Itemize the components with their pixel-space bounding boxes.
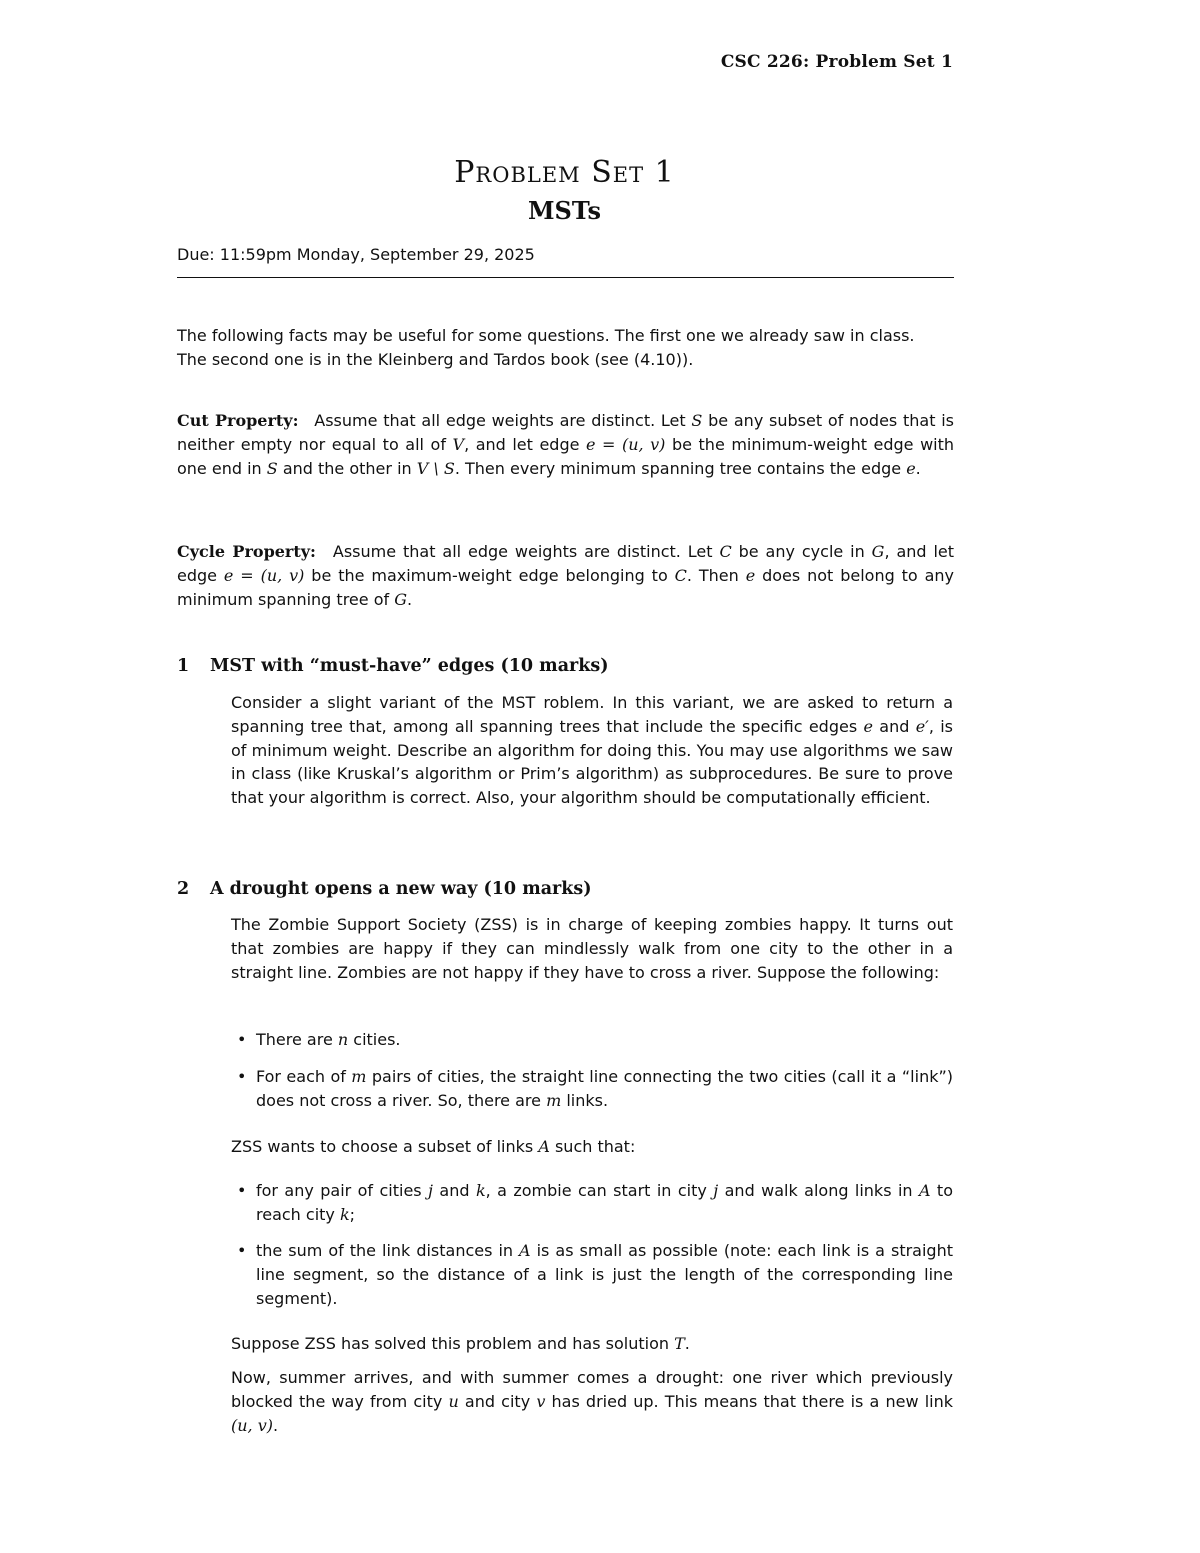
section-1-heading — [177, 656, 609, 676]
math: A — [918, 1181, 931, 1200]
section-1-title: MST with “must-have” edges (10 marks) — [210, 656, 609, 676]
math: e = (u, v) — [586, 434, 666, 454]
math: V — [452, 434, 465, 454]
text: Now, summer arrives, and with summer comes a drought: one river which previously blocked the way from city — [231, 1368, 953, 1411]
section-2-title: A drought opens a new way (10 marks) — [210, 879, 592, 899]
math: e — [863, 716, 873, 736]
text: , and let edge — [464, 434, 586, 454]
text: Consider a slight variant of the MST roblem. In this variant, we are asked to return a spanning tree that, among all spanning trees that include the specific edges — [231, 693, 953, 736]
math: C — [719, 542, 732, 561]
text: cities. — [348, 1030, 401, 1049]
intro-paragraph — [177, 324, 954, 372]
text: pairs of cities, the straight line connecting the two cities (call it a “link”) does not cross a river. So, there are — [256, 1067, 954, 1110]
section-2-para-4 — [231, 1366, 953, 1437]
text: ZSS wants to choose a subset of links — [231, 1137, 539, 1156]
text: . — [915, 458, 921, 478]
text: and — [872, 716, 916, 736]
text: be the minimum-weight edge with one end in — [177, 434, 955, 478]
text: links. — [561, 1090, 609, 1110]
list-item — [237, 1028, 953, 1052]
text: and city — [458, 1391, 537, 1411]
text: has dried up. This means that there is a new link — [545, 1391, 954, 1411]
cut-property-label: Cut Property: — [177, 411, 299, 430]
text: and — [433, 1181, 476, 1200]
text: the sum of the link distances in — [256, 1241, 520, 1260]
math: C — [674, 565, 687, 585]
text: Suppose ZSS has solved this problem and has solution — [231, 1334, 675, 1353]
math: k — [475, 1181, 486, 1200]
list-item — [237, 1065, 954, 1113]
bullet-icon: • — [237, 1067, 247, 1086]
text: . — [273, 1415, 279, 1435]
text: There are — [256, 1030, 338, 1049]
section-2-para-3 — [231, 1332, 953, 1356]
intro-line-2: The second one is in the Kleinberg and Tardos book (see (4.10)). — [177, 349, 694, 369]
list-item — [237, 1239, 953, 1310]
text: , a zombie can start in city — [485, 1181, 714, 1200]
page-subtitle: MSTs — [527, 196, 602, 225]
text: ; — [349, 1204, 356, 1224]
text: to reach city — [256, 1181, 953, 1224]
math: e = (u, v) — [223, 565, 305, 585]
math: S — [266, 458, 278, 478]
text: The Zombie Support Society (ZSS) is in charge of keeping zombies happy. It turns out that zombies are happy if they can mindlessly walk from one city to the other in a straight line. Zombies are not happy if they have to cross a river. Suppose the following: — [231, 915, 953, 982]
text: does not belong to any minimum spanning tree of — [177, 565, 955, 609]
math: V \ S — [416, 458, 455, 478]
section-1-number: 1 — [177, 656, 190, 676]
text: . — [406, 589, 413, 609]
title-divider — [177, 277, 954, 278]
math: j — [428, 1181, 433, 1200]
bullet-icon: • — [237, 1241, 247, 1260]
math: k — [339, 1204, 350, 1224]
text: For each of — [256, 1067, 352, 1086]
running-head: CSC 226: Problem Set 1 — [720, 52, 953, 72]
math: m — [546, 1090, 562, 1110]
math: T — [674, 1334, 685, 1353]
text: , is of minimum weight. Describe an algorithm for doing this. You may use algorithms we saw in class (like Kruskal’s algorithm or Prim’s algorithm) as subprocedures. Be sure to prove that your algorithm is correct. Also, your algorithm should be computationally efficient. — [231, 716, 954, 808]
text: is as small as possible (note: each link is a straight line segment, so the distance of a link is just the length of the corresponding line segment). — [256, 1241, 953, 1308]
section-2-heading — [177, 879, 592, 899]
cycle-property-label: Cycle Property: — [177, 542, 316, 561]
due-date: Due: 11:59pm Monday, September 29, 2025 — [177, 245, 535, 264]
cycle-property-paragraph — [177, 540, 954, 611]
text: be any subset of nodes that is neither empty nor equal to all of — [177, 411, 955, 454]
math: m — [351, 1067, 367, 1086]
section-2-number: 2 — [177, 879, 190, 899]
page-title: Problem Set 1 — [454, 155, 675, 190]
text: . Then every minimum spanning tree contains the edge — [454, 458, 907, 478]
text: be the maximum-weight edge belonging to — [304, 565, 675, 585]
text: and walk along links in — [718, 1181, 919, 1200]
text: such that: — [549, 1137, 636, 1156]
math: A — [538, 1137, 550, 1156]
list-item — [237, 1179, 953, 1227]
intro-line-1: The following facts may be useful for some questions. The first one we already saw in class. — [177, 326, 915, 345]
math: A — [519, 1241, 531, 1260]
text: , and let edge — [177, 542, 955, 585]
text: be any cycle in — [731, 542, 872, 561]
text: Assume that all edge weights are distinct. Let — [314, 411, 692, 430]
math: v — [536, 1391, 546, 1411]
bullet-icon: • — [237, 1181, 247, 1200]
math: G — [394, 589, 407, 609]
math: e′ — [915, 716, 929, 736]
text: Assume that all edge weights are distinct. Let — [332, 542, 720, 561]
math: (u, v) — [231, 1415, 273, 1435]
bullet-icon: • — [237, 1030, 247, 1049]
math: n — [337, 1030, 349, 1049]
math: G — [871, 542, 885, 561]
math: j — [713, 1181, 719, 1200]
math: e — [906, 458, 916, 478]
text: . — [684, 1334, 690, 1353]
section-2-para-2 — [231, 1135, 953, 1159]
text: . Then — [686, 565, 746, 585]
math: e — [745, 565, 756, 585]
math: u — [448, 1391, 459, 1411]
section-1-body — [231, 691, 953, 810]
cut-property-paragraph — [177, 409, 954, 480]
text: for any pair of cities — [256, 1181, 429, 1200]
math: S — [691, 411, 703, 430]
text: and the other in — [277, 458, 417, 478]
section-2-intro — [231, 913, 953, 984]
